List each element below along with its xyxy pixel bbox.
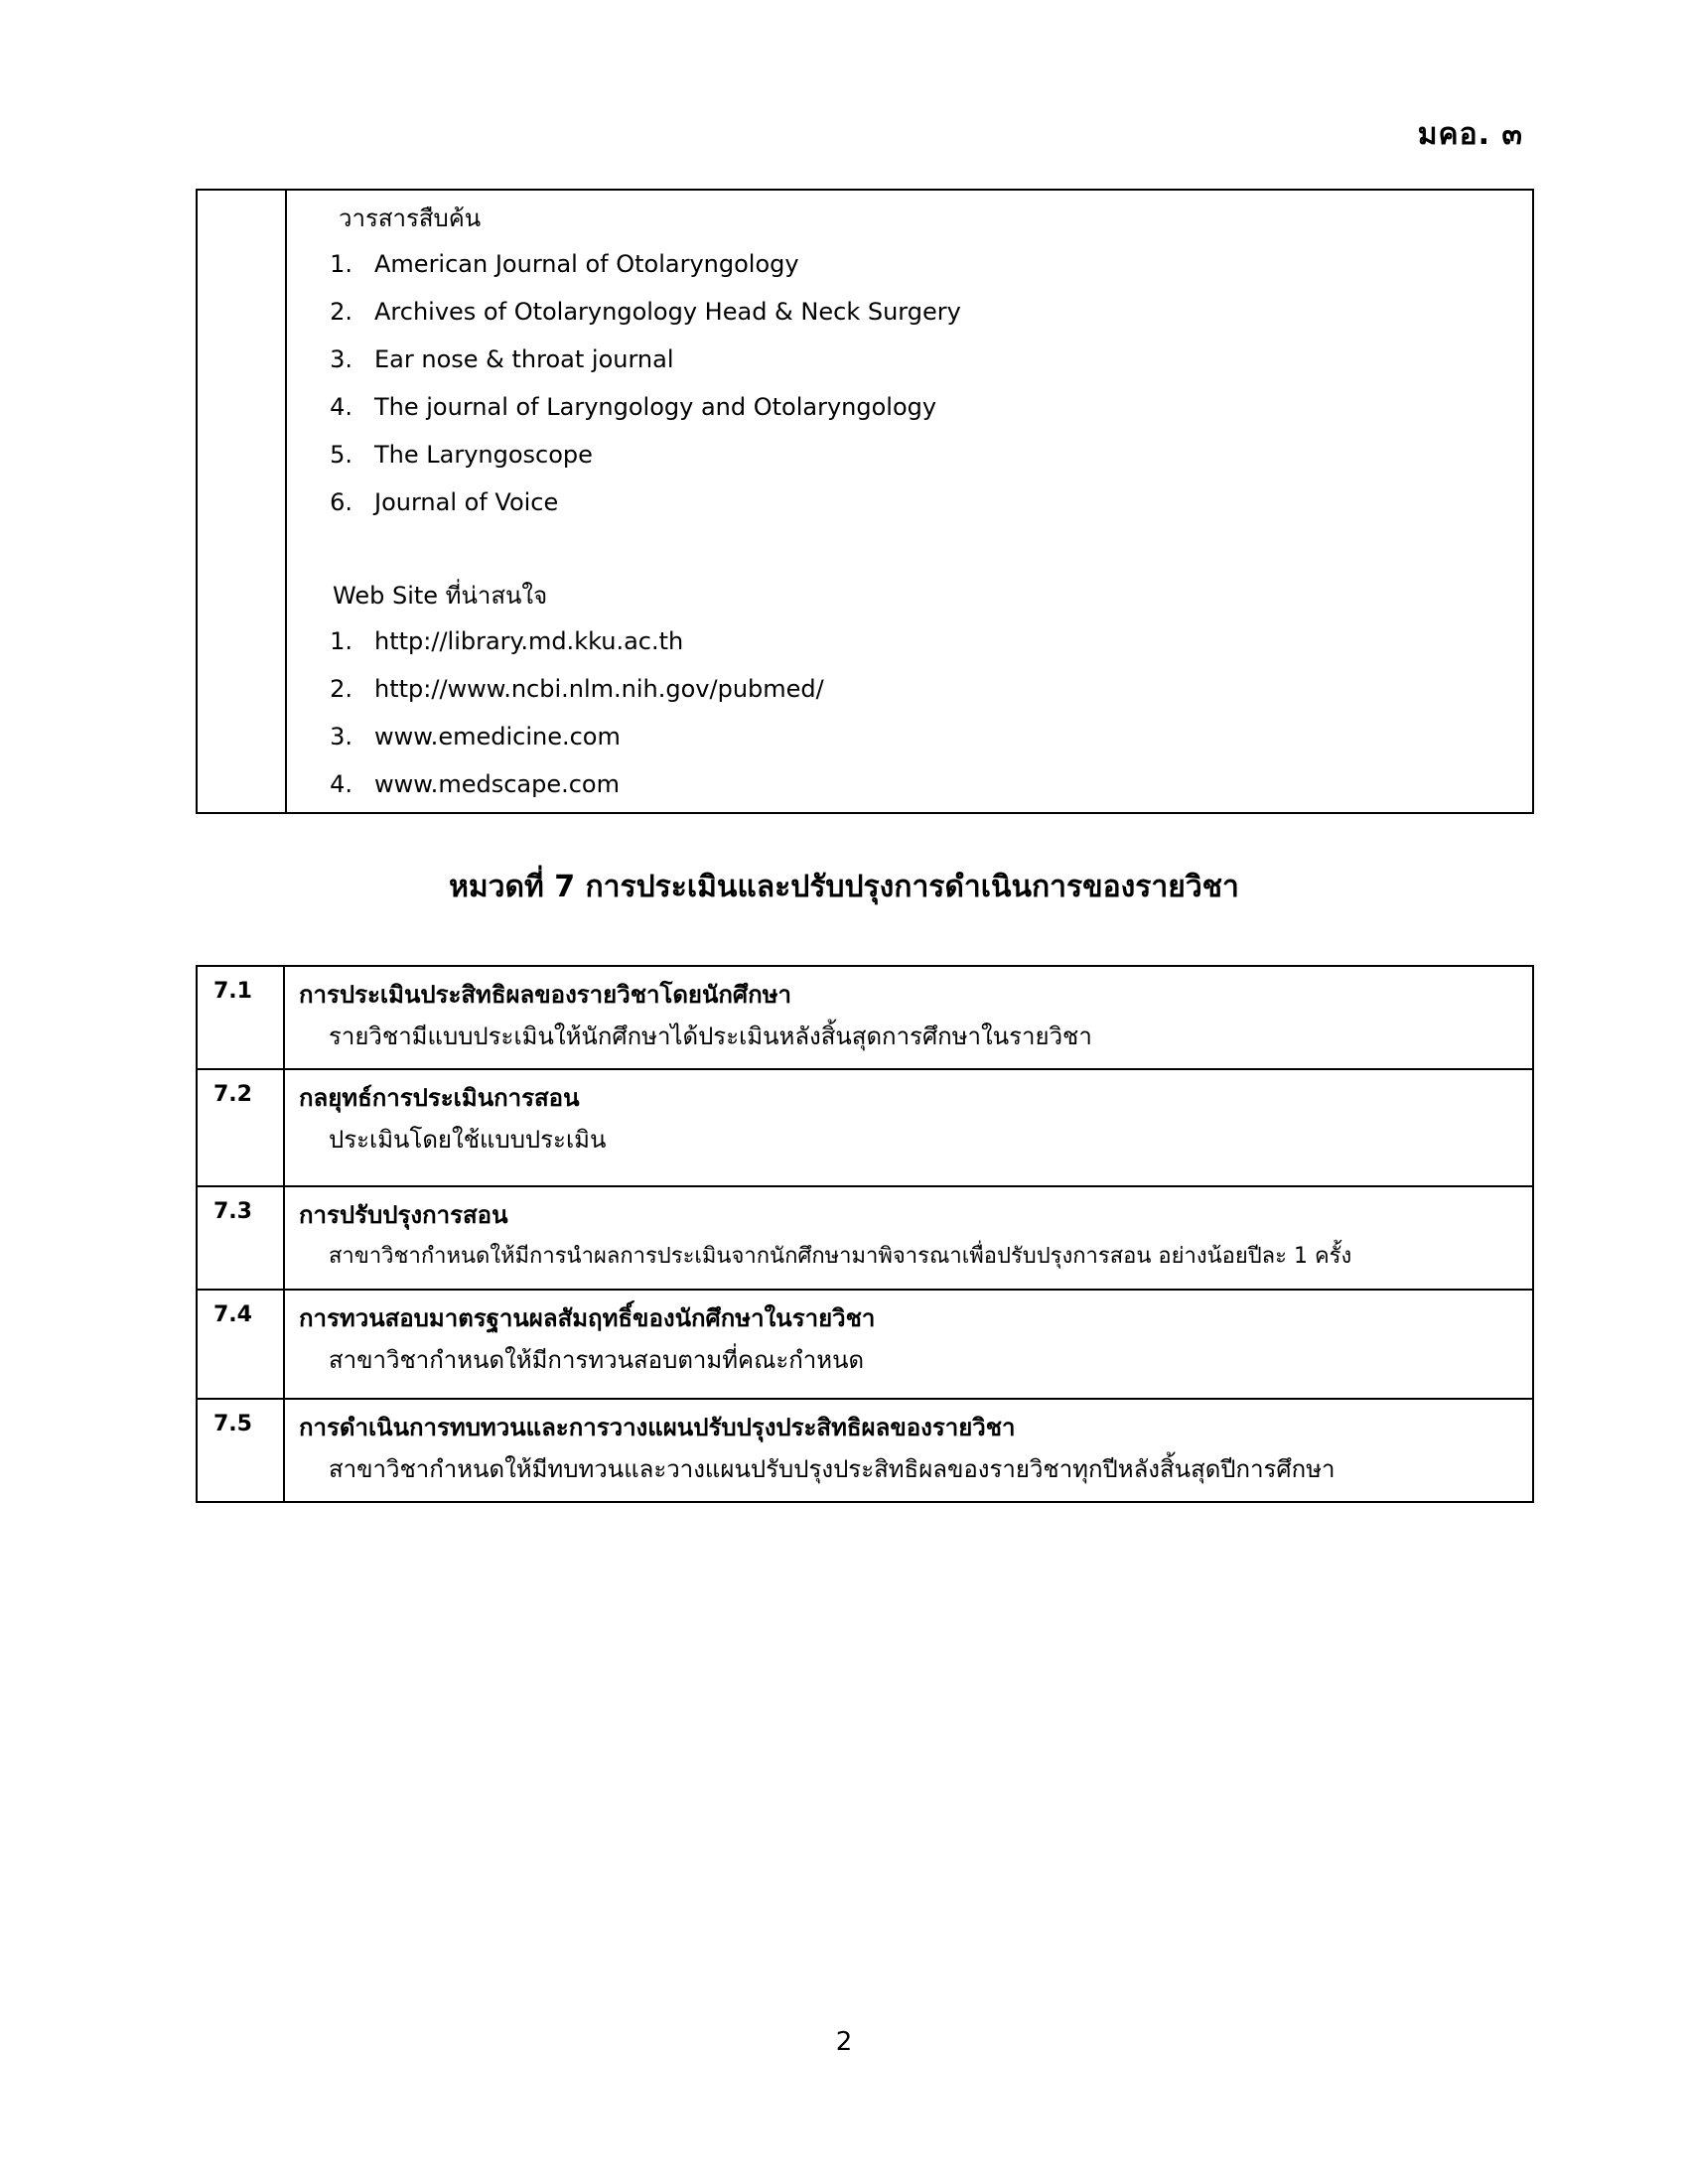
page-number: 2 (835, 2027, 853, 2057)
website-url: www.medscape.com (374, 770, 620, 798)
website-item (287, 764, 1532, 812)
website-number: 1. (330, 627, 352, 655)
journal-title: The journal of Laryngology and Otolaryngology (374, 393, 937, 421)
section-title: หมวดที่ 7 การประเมินและปรับปรุงการดำเนินการของรายวิชา (449, 870, 1239, 904)
journal-title: Ear nose & throat journal (374, 345, 674, 373)
evaluation-heading: การทวนสอบมาตรฐานผลสัมฤทธิ์ของนักศึกษาในรายวิชา (299, 1304, 876, 1332)
section-number: 7.5 (197, 1399, 284, 1502)
journal-title: Archives of Otolaryngology Head & Neck Surgery (374, 298, 961, 326)
journal-item (287, 340, 1532, 387)
journal-number: 5. (330, 441, 352, 469)
journal-number: 1. (330, 250, 352, 278)
website-url: http://www.ncbi.nlm.nih.gov/pubmed/ (374, 675, 824, 703)
websites-heading: Web Site ที่น่าสนใจ (333, 582, 548, 610)
evaluation-detail: สาขาวิชากำหนดให้มีการทวนสอบตามที่คณะกำหนด (329, 1346, 865, 1374)
journal-title: American Journal of Otolaryngology (374, 250, 799, 278)
evaluation-content (284, 1290, 1533, 1399)
evaluation-detail: รายวิชามีแบบประเมินให้นักศึกษาได้ประเมินหลังสิ้นสุดการศึกษาในรายวิชา (329, 1023, 1092, 1050)
journal-number: 2. (330, 298, 352, 326)
website-url: www.emedicine.com (374, 723, 621, 751)
journal-number: 3. (330, 345, 352, 373)
evaluation-heading: การปรับปรุงการสอน (299, 1201, 508, 1229)
references-content-cell (286, 190, 1533, 813)
section-number: 7.2 (197, 1069, 284, 1186)
table-row (197, 1069, 1533, 1186)
table-row (197, 966, 1533, 1069)
website-url: http://library.md.kku.ac.th (374, 627, 684, 655)
journal-number: 6. (330, 488, 352, 516)
section-number: 7.4 (197, 1290, 284, 1399)
section-number: 7.1 (197, 966, 284, 1069)
website-item (287, 669, 1532, 717)
journal-title: The Laryngoscope (374, 441, 593, 469)
evaluation-heading: การดำเนินการทบทวนและการวางแผนปรับปรุงประสิทธิผลของรายวิชา (299, 1414, 1016, 1441)
evaluation-heading: กลยุทธ์การประเมินการสอน (299, 1084, 580, 1112)
journal-number: 4. (330, 393, 352, 421)
journal-item (287, 292, 1532, 340)
section-number: 7.3 (197, 1186, 284, 1290)
evaluation-heading: การประเมินประสิทธิผลของรายวิชาโดยนักศึกษา (299, 981, 791, 1009)
evaluation-detail: สาขาวิชากำหนดให้มีการนำผลการประเมินจากนักศึกษามาพิจารณาเพื่อปรับปรุงการสอน อย่างน้อยปีละ 1 ครั้ง (329, 1244, 1352, 1269)
journal-item (287, 435, 1532, 482)
journal-item (287, 387, 1532, 435)
journal-item (287, 482, 1532, 530)
spacer (287, 530, 1532, 578)
table-row (197, 1186, 1533, 1290)
references-number-cell (197, 190, 286, 813)
website-number: 3. (330, 723, 352, 751)
evaluation-content (284, 1069, 1533, 1186)
website-item (287, 717, 1532, 764)
website-item (287, 621, 1532, 669)
journal-title: Journal of Voice (374, 488, 559, 516)
references-table (196, 189, 1534, 814)
table-row (197, 1290, 1533, 1399)
evaluation-detail: ประเมินโดยใช้แบบประเมิน (329, 1126, 607, 1154)
journals-heading: วารสารสืบค้น (339, 205, 482, 232)
evaluation-detail: สาขาวิชากำหนดให้มีทบทวนและวางแผนปรับปรุงประสิทธิผลของรายวิชาทุกปีหลังสิ้นสุดปีการศึกษา (329, 1455, 1336, 1483)
website-number: 4. (330, 770, 352, 798)
table-row (197, 1399, 1533, 1502)
evaluation-content (284, 1186, 1533, 1290)
evaluation-content (284, 1399, 1533, 1502)
journal-item (287, 244, 1532, 292)
evaluation-content (284, 966, 1533, 1069)
document-code: มคอ. ๓ (1417, 117, 1523, 152)
evaluation-table (196, 965, 1534, 1503)
website-number: 2. (330, 675, 352, 703)
